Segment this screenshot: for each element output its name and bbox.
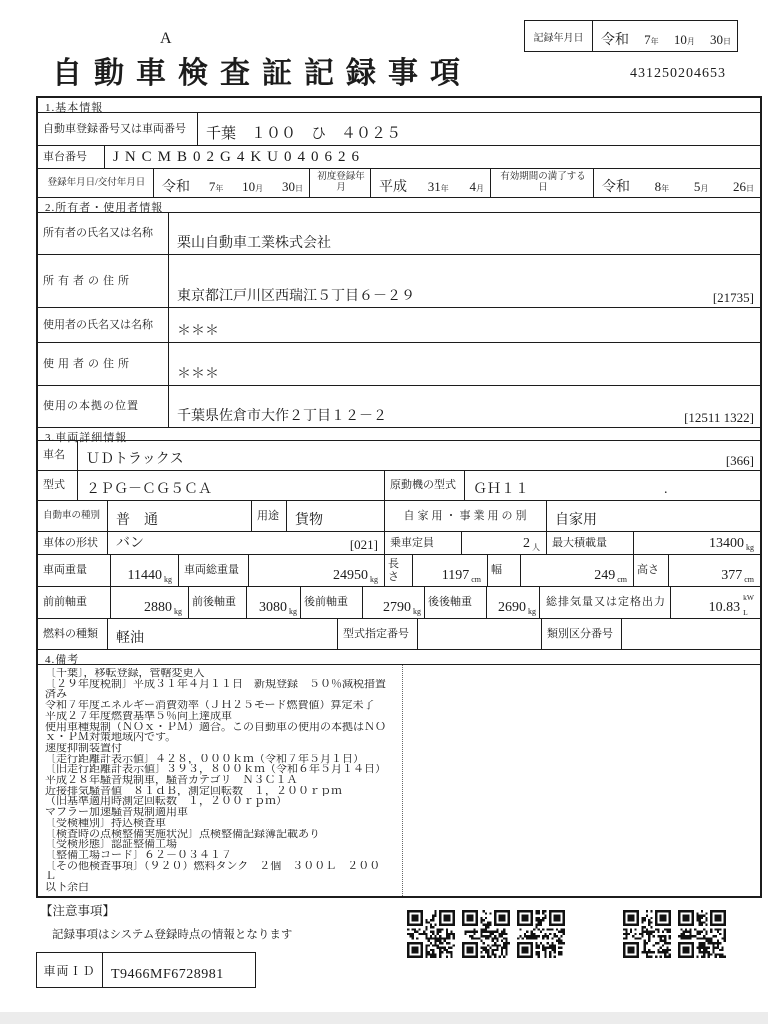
record-date-value: 令和 7年 10月 30日 [601,32,731,48]
remarks-text [38,665,403,896]
remarks-line: 〔千葉〕，移転登録，管轄変更入 [45,668,205,679]
qr-code [407,910,455,958]
registration-number-label: 自動車登録番号又は車両番号 [38,113,198,145]
remarks-line: 〔受検形態〕認証整備工場 [45,839,177,850]
remarks-line: 〔旧走行距離計表示値〕３９３，８００ｋｍ（令和６年５月１４日） [45,764,386,776]
section-heading-vehicle: 3.車両詳細情報 [45,432,128,444]
width-value: 249 cm [521,555,634,586]
remarks-line: （旧基準適用時測定回転数 １，２００ｒｐｍ） [45,796,287,808]
page-corner-mark: A [160,30,172,47]
class-number-label: 類別区分番号 [542,619,622,649]
remarks-line: 平成２８年騒音規制車，騒音カテゴリ Ｎ３Ｃ１Ａ [45,775,298,786]
notice-heading: 【注意事項】 [40,904,116,918]
max-load-label: 最大積載量 [547,532,634,554]
remarks-line: 速度抑制装置付 [45,742,122,754]
serial-number: 431250204653 [630,66,726,81]
notice-text: 記録事項はシステム登録時点の情報となります [52,929,293,941]
body-shape-code: [021] [349,537,378,553]
body-shape-value: バン [021] [108,532,385,554]
base-location-code: [12511 1322] [684,410,754,426]
car-name-label: 車名 [38,441,78,470]
front-front-axle-value: 2880 kg [111,587,189,618]
remarks-line: Ｌ [45,871,56,883]
gross-weight-label: 車両総重量 [179,555,249,586]
registration-number-value: 千葉 １００ ひ ４０２５ [206,126,402,143]
private-business-label: 自家用・事業用の別 [385,501,547,531]
expiry-date-value: 令和 8年 5月 26日 [602,179,754,195]
displacement-label: 総排気量又は定格出力 [540,587,671,618]
base-location-value: 千葉県佐倉市大作２丁目１２－２ [12511 1322] [177,409,754,426]
vehicle-weight-label: 車両重量 [38,555,111,586]
displacement-value: 10.83 kW L [708,593,754,617]
remarks-empty-column [403,665,760,896]
fuel-value: 軽油 [108,619,338,649]
class-number-value [622,619,760,649]
car-name-value: ＵＤトラックス [366] [86,452,754,469]
engine-model-value: ＧＨ１１ . [473,482,668,498]
remarks-line: 済み [45,689,67,701]
capacity-label: 乗車定員 [385,532,462,554]
remarks-line: ｘ・ＰＭ対策地域内です。 [45,732,177,743]
remarks-line: 〔整備工場コード〕６２－０３４１７ [45,849,232,861]
model-value: ２ＰＧ－ＣＧ５ＣＡ [78,471,385,500]
remarks-line: 〔その他検査事項〕（９２０）燃料タンク ２個 ３００Ｌ ２００ [45,860,381,872]
chassis-number-value: JNCMB02G4KU040626 [113,149,366,166]
fuel-label: 燃料の種類 [38,619,108,649]
section-heading-remarks: 4.備考 [45,654,80,666]
remarks-line: 平成２７年度燃費基準５％向上達成車 [45,710,232,722]
category-label: 自動車の種別 [38,501,108,531]
section-heading-owner-user: 2.所有者・使用者情報 [45,202,164,214]
owner-address-code: [21735] [712,290,754,306]
remarks-line: 令和７年度エネルギー消費効率（ＪＨ２５モード燃費値）算定未了 [45,700,375,711]
width-label: 幅 [488,555,521,586]
private-business-value: 自家用 [555,513,597,529]
owner-name-value: 栗山自動車工業株式会社 [177,236,331,252]
remarks-line: マフラー加速騒音規制適用車 [45,807,188,818]
page-edge-shadow [0,1012,768,1024]
max-load-value: 13400 kg [709,536,754,552]
front-rear-axle-value: 3080 kg [247,587,301,618]
first-registration-value: 平成 31年 4月 [371,169,491,197]
length-label: 長さ [385,555,413,586]
remarks-line: 使用車種規制（ＮＯｘ・ＰＭ）適合。この自動車の使用の本拠はＮＯ [45,721,386,733]
record-date-box [524,20,738,52]
use-value: 貨物 [287,501,385,531]
car-name-code: [366] [725,453,754,469]
base-location-label: 使用の本拠の位置 [38,386,169,427]
chassis-number-label: 車台番号 [38,146,105,168]
certificate-table [36,96,762,898]
front-front-axle-label: 前前軸重 [38,587,111,618]
remarks-line: 〔受検種別〕持込検査車 [45,817,166,829]
rear-front-axle-value: 2790 kg [363,587,425,618]
vehicle-id-label: 車両ＩＤ [37,953,103,987]
type-designation-label: 型式指定番号 [338,619,418,649]
type-designation-value [418,619,542,649]
registration-date-label: 登録年月日/交付年月日 [38,169,154,197]
first-registration-label: 初度登録年月 [310,169,371,197]
gross-weight-value: 24950 kg [249,555,385,586]
use-label: 用途 [252,501,287,531]
height-value: 377 cm [721,568,754,584]
section-heading-basic: 1.基本情報 [45,102,104,114]
rear-front-axle-label: 後前軸重 [301,587,363,618]
model-label: 型式 [38,471,78,500]
owner-name-label: 所有者の氏名又は名称 [38,213,169,254]
rear-rear-axle-label: 後後軸重 [425,587,487,618]
user-address-label: 使用者の住所 [38,343,169,385]
registration-date-value: 令和 7年 10月 30日 [154,169,310,197]
engine-model-label: 原動機の型式 [385,471,465,500]
remarks-box [38,665,760,896]
qr-code [517,910,565,958]
vehicle-id-value: T9466MF6728981 [111,967,224,982]
qr-code [678,910,726,958]
record-date-label: 記録年月日 [525,21,593,51]
rear-rear-axle-value: 2690 kg [487,587,540,618]
body-shape-label: 車体の形状 [38,532,108,554]
remarks-line: 〔２９年度税制〕平成３１年４月１１日 新規登録 ５０％減税措置 [45,678,386,690]
remarks-line: 〔検査時の点検整備実施状況〕点検整備記録簿記載あり [45,828,320,840]
owner-address-value: 東京都江戸川区西瑞江５丁目６－２９ [21735] [177,289,754,306]
qr-code [462,910,510,958]
vehicle-id-box [36,952,256,988]
length-value: 1197 cm [413,555,488,586]
document-title: 自動車検査証記録事項 [52,57,472,90]
capacity-value: 2 人 [462,532,547,554]
remarks-line: 〔走行距離計表示値〕４２８，０００ｋｍ（令和７年５月１日） [45,753,364,765]
remarks-line: 近接排気騒音値 ８１ｄＢ，測定回転数 １，２００ｒｐｍ [45,785,342,797]
owner-address-label: 所有者の住所 [38,255,169,307]
user-name-value: ＊＊＊ [177,324,219,340]
height-label: 高さ [634,555,669,586]
front-rear-axle-label: 前後軸重 [189,587,247,618]
qr-code [623,910,671,958]
user-address-value: ＊＊＊ [177,367,219,383]
expiry-date-label: 有効期間の満了する日 [491,169,594,197]
remarks-line: 以下余白 [45,882,89,893]
category-value: 普 通 [108,501,252,531]
displacement-units: kW L [743,593,754,617]
user-name-label: 使用者の氏名又は名称 [38,308,169,342]
vehicle-weight-value: 11440 kg [111,555,179,586]
